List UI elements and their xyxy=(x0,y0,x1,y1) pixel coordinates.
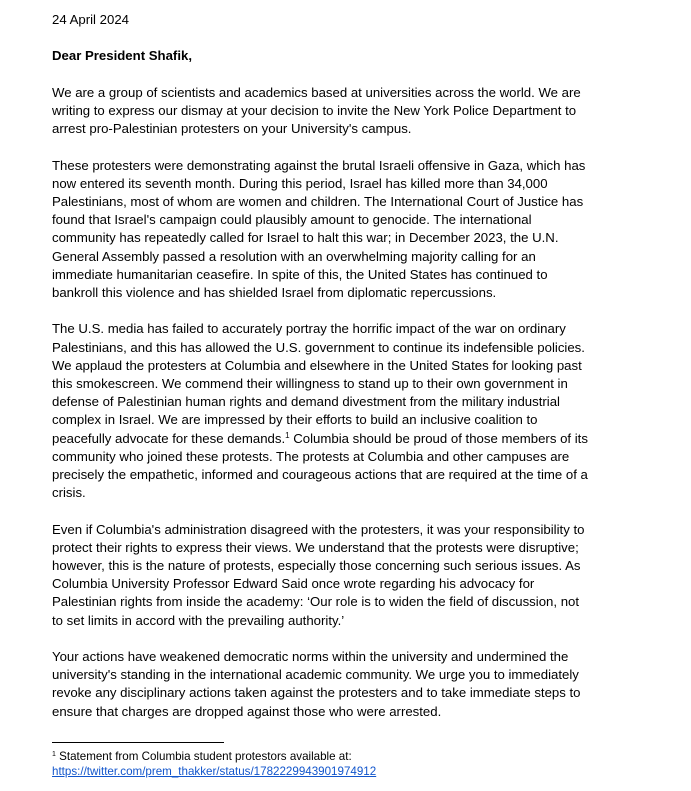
salutation: Dear President Shafik, xyxy=(52,48,192,64)
text-line: protect their rights to express their views. We understand that the protests were disruptive; xyxy=(52,539,579,555)
letter-body xyxy=(52,11,612,739)
text-line: We applaud the protesters at Columbia and elsewhere in the United States for looking past xyxy=(52,357,582,373)
letter-date: 24 April 2024 xyxy=(52,12,129,27)
footnote-reference[interactable]: 1 xyxy=(285,430,290,440)
footnotes xyxy=(52,742,612,779)
text-line: university's standing in the international academic community. We urge you to immediately xyxy=(52,667,579,683)
text-line: to set limits in accord with the prevailing authority.’ xyxy=(52,612,345,628)
paragraph-5 xyxy=(52,648,612,721)
text-line: precisely the empathetic, informed and courageous actions that are required at the time of a xyxy=(52,467,588,483)
text-line: arrest pro-Palestinian protesters on your University's campus. xyxy=(52,121,412,137)
text-line: ensure that charges are dropped against those who were arrested. xyxy=(52,703,442,719)
text-line: We are a group of scientists and academics based at universities across the world. We are xyxy=(52,84,581,100)
text-line: bankroll this violence and has shielded Israel from diplomatic repercussions. xyxy=(52,285,497,300)
text-line: The U.S. media has failed to accurately portray the horrific impact of the war on ordinary xyxy=(52,321,566,337)
text-line: Even if Columbia's administration disagreed with the protesters, it was your responsibility to xyxy=(52,521,585,537)
text-line: Your actions have weakened democratic norms within the university and undermined the xyxy=(52,649,569,665)
text-segment: peacefully advocate for these demands. xyxy=(52,430,286,446)
text-line: however, this is the nature of protests, especially those concerning such serious issues. As xyxy=(52,558,581,574)
text-line: found that Israel's campaign could plausibly amount to genocide. The international xyxy=(52,212,532,228)
paragraph-4 xyxy=(52,521,612,630)
text-line: Columbia University Professor Edward Said once wrote regarding his advocacy for xyxy=(52,576,535,592)
text-line: community has repeatedly called for Israel to halt this war; in December 2023, the U.N. xyxy=(52,230,559,246)
text-line: These protesters were demonstrating against the brutal Israeli offensive in Gaza, which has xyxy=(52,157,586,173)
text-line: Palestinians, and this has allowed the U.S. government to continue its indefensible policies. xyxy=(52,339,585,355)
text-line: Palestinians, most of whom are women and children. The International Court of Justice has xyxy=(52,193,584,209)
text-line: Palestinian rights from inside the academy: ‘Our role is to widen the field of discussion, not xyxy=(52,594,580,610)
footnote-text: Statement from Columbia student protestors available at: xyxy=(55,750,352,763)
text-line: complex in Israel. We are impressed by their efforts to build an inclusive coalition to xyxy=(52,412,538,428)
footnote-divider xyxy=(52,742,224,743)
text-line: defense of Palestinian human rights and demand divestment from the military industrial xyxy=(52,394,560,410)
footnote-link[interactable]: https://twitter.com/prem_thakker/status/1782229943901974912 xyxy=(52,764,377,778)
text-line: this smokescreen. We commend their willingness to stand up to their own government in xyxy=(52,376,568,391)
footnote-marker: 1 xyxy=(52,751,56,758)
footnote-text-line xyxy=(52,750,352,763)
text-line: General Assembly passed a resolution with an overwhelming majority calling for an xyxy=(52,248,536,264)
text-line: crisis. xyxy=(52,485,86,501)
paragraph-1 xyxy=(52,84,612,139)
text-segment: Columbia should be proud of those members of its xyxy=(289,430,588,446)
paragraph-2 xyxy=(52,157,612,303)
paragraph-3 xyxy=(52,320,612,502)
text-line xyxy=(52,430,612,448)
text-line: revoke any disciplinary actions taken against the protesters and to take immediate steps to xyxy=(52,685,581,701)
text-line: now entered its seventh month. During this period, Israel has killed more than 34,000 xyxy=(52,175,548,191)
text-line: immediate humanitarian ceasefire. In spite of this, the United States has continued to xyxy=(52,266,548,282)
text-line: writing to express our dismay at your decision to invite the New York Police Department to xyxy=(52,102,577,118)
text-line: community who joined these protests. The protests at Columbia and other campuses are xyxy=(52,448,570,464)
footnote-1 xyxy=(52,750,612,779)
